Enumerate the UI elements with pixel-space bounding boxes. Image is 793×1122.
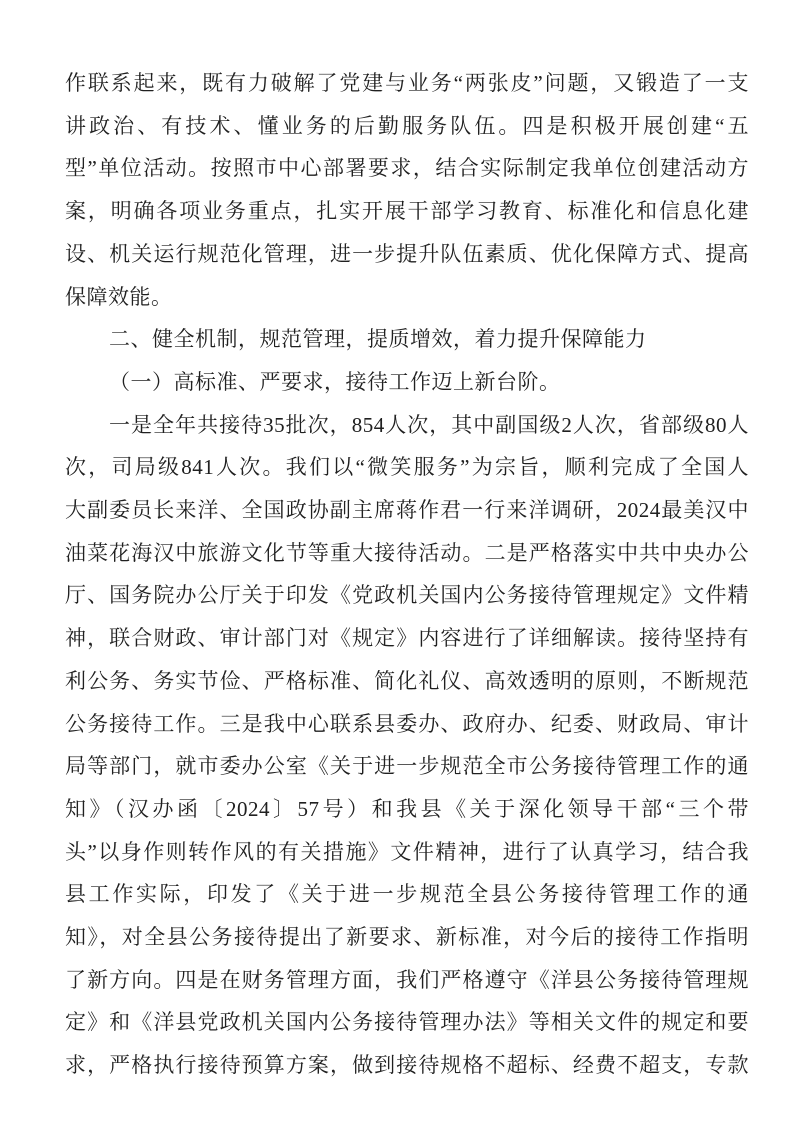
section-heading: 二、健全机制，规范管理，提质增效，着力提升保障能力 [109, 327, 647, 352]
text-line-09-paragraph-start: 一是全年共接待35批次，854人次，其中副国级2人次，省部级80人 [109, 412, 749, 437]
text-line-21: 知》，对全县公务接待提出了新要求、新标准，对今后的接待工作指明 [65, 925, 749, 950]
text-line-03: 型”单位活动。按照市中心部署要求，结合实际制定我单位创建活动方 [65, 156, 749, 181]
text-line-22: 了新方向。四是在财务管理方面，我们严格遵守《洋县公务接待管理规 [65, 967, 749, 992]
text-line-18: 知》（汉办函〔2024〕57号）和我县《关于深化领导干部“三个带 [65, 796, 749, 821]
subsection-heading: （一）高标准、严要求，接待工作迈上新台阶。 [109, 369, 561, 394]
text-line-01: 作联系起来，既有力破解了党建与业务“两张皮”问题，又锻造了一支 [65, 71, 749, 95]
text-line-16: 公务接待工作。三是我中心联系县委办、政府办、纪委、财政局、审计 [65, 711, 749, 736]
text-line-02: 讲政治、有技术、懂业务的后勤服务队伍。四是积极开展创建“五 [65, 113, 749, 138]
text-line-04: 案，明确各项业务重点，扎实开展干部学习教育、标准化和信息化建 [65, 199, 749, 224]
page-body [65, 62, 749, 1087]
text-line-14: 神，联合财政、审计部门对《规定》内容进行了详细解读。接待坚持有 [65, 626, 749, 651]
text-line-24: 求，严格执行接待预算方案，做到接待规格不超标、经费不超支，专款 [65, 1053, 749, 1078]
text-line-15: 利公务、务实节俭、严格标准、简化礼仪、高效透明的原则，不断规范 [65, 668, 749, 693]
text-line-10: 次，司局级841人次。我们以“微笑服务”为宗旨，顺利完成了全国人 [65, 455, 749, 480]
text-line-06-paragraph-end: 保障效能。 [65, 284, 173, 309]
text-line-20: 县工作实际，印发了《关于进一步规范全县公务接待管理工作的通 [65, 882, 749, 907]
text-line-19: 头”以身作则转作风的有关措施》文件精神，进行了认真学习，结合我 [65, 839, 749, 864]
text-line-11: 大副委员长来洋、全国政协副主席蒋作君一行来洋调研，2024最美汉中 [65, 498, 749, 523]
text-line-17: 局等部门，就市委办公室《关于进一步规范全市公务接待管理工作的通 [65, 754, 749, 779]
text-line-13: 厅、国务院办公厅关于印发《党政机关国内公务接待管理规定》文件精 [65, 583, 749, 608]
text-line-12: 油菜花海汉中旅游文化节等重大接待活动。二是严格落实中共中央办公 [65, 540, 749, 565]
text-line-23: 定》和《洋县党政机关国内公务接待管理办法》等相关文件的规定和要 [65, 1010, 749, 1035]
text-line-05: 设、机关运行规范化管理，进一步提升队伍素质、优化保障方式、提高 [65, 241, 749, 266]
